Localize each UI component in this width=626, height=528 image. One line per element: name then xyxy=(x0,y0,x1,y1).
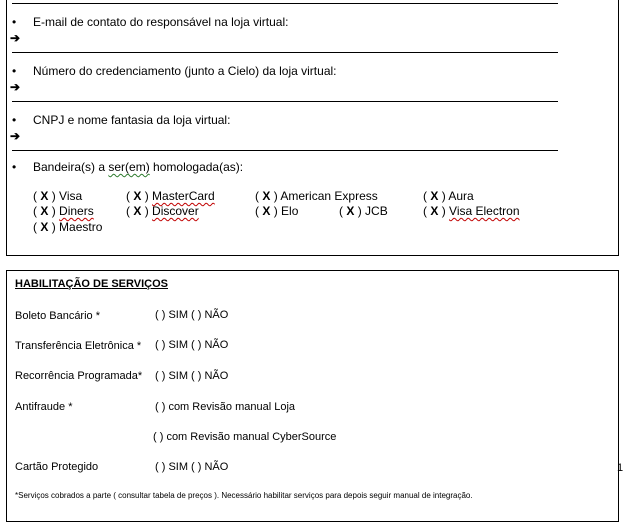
brands-question xyxy=(33,160,243,174)
brand-visa[interactable]: ( X ) Visa xyxy=(33,189,83,203)
brand-jcb[interactable]: ( X ) JCB xyxy=(339,204,388,218)
field-label-cnpj: CNPJ e nome fantasia da loja virtual: xyxy=(33,113,231,127)
brands-question-pre: Bandeira(s) a xyxy=(33,160,109,174)
arrow-icon: ➔ xyxy=(10,80,21,94)
service-label-cartao-protegido: Cartão Protegido xyxy=(15,461,99,473)
service-option-antifraude-loja[interactable]: ( ) com Revisão manual Loja xyxy=(155,401,296,413)
services-section-box xyxy=(6,270,619,522)
service-label-recorrencia: Recorrência Programada* xyxy=(15,370,143,382)
brand-maestro[interactable]: ( X ) Maestro xyxy=(33,220,103,234)
brands-question-ser: ser(em) xyxy=(108,160,150,174)
answer-line-credenciamento[interactable] xyxy=(12,101,558,102)
page-number: 1 xyxy=(617,462,624,474)
brand-visa-electron[interactable]: ( X ) Visa Electron xyxy=(423,204,520,218)
service-option-boleto[interactable]: ( ) SIM ( ) NÃO xyxy=(155,309,229,321)
brand-aura[interactable]: ( X ) Aura xyxy=(423,189,474,203)
field-label-credenciamento: Número do credenciamento (junto a Cielo) da loja virtual: xyxy=(33,64,337,78)
bullet: • xyxy=(12,15,17,29)
service-label-antifraude: Antifraude * xyxy=(15,401,73,413)
answer-line-cnpj[interactable] xyxy=(12,150,558,151)
service-option-recorrencia[interactable]: ( ) SIM ( ) NÃO xyxy=(155,370,229,382)
service-option-transferencia[interactable]: ( ) SIM ( ) NÃO xyxy=(155,339,229,351)
brands-question-post: homologada(as): xyxy=(149,160,244,174)
brand-discover[interactable]: ( X ) Discover xyxy=(126,204,199,218)
service-option-antifraude-cybersource[interactable]: ( ) com Revisão manual CyberSource xyxy=(153,431,337,443)
service-label-transferencia: Transferência Eletrônica * xyxy=(15,340,142,352)
bullet: • xyxy=(12,160,17,174)
service-label-boleto: Boleto Bancário * xyxy=(15,310,100,322)
arrow-icon: ➔ xyxy=(10,129,21,143)
services-title: HABILITAÇÃO DE SERVIÇOS xyxy=(15,278,168,290)
brand-diners[interactable]: ( X ) Diners xyxy=(33,204,94,218)
answer-line-email[interactable] xyxy=(12,52,558,53)
separator-line xyxy=(12,3,558,4)
arrow-icon: ➔ xyxy=(10,31,21,45)
bullet: • xyxy=(12,113,17,127)
brand-american-express[interactable]: ( X ) American Express xyxy=(255,189,378,203)
service-option-cartao-protegido[interactable]: ( ) SIM ( ) NÃO xyxy=(155,461,229,473)
brand-mastercard[interactable]: ( X ) MasterCard xyxy=(126,189,215,203)
field-label-email: E-mail de contato do responsável na loja virtual: xyxy=(33,15,289,29)
form-section-box xyxy=(6,0,619,256)
services-footnote: *Serviços cobrados a parte ( consultar tabela de preços ). Necessário habilitar serviços para depois seguir manual de integração. xyxy=(15,491,473,500)
bullet: • xyxy=(12,64,17,78)
brand-elo[interactable]: ( X ) Elo xyxy=(255,204,299,218)
